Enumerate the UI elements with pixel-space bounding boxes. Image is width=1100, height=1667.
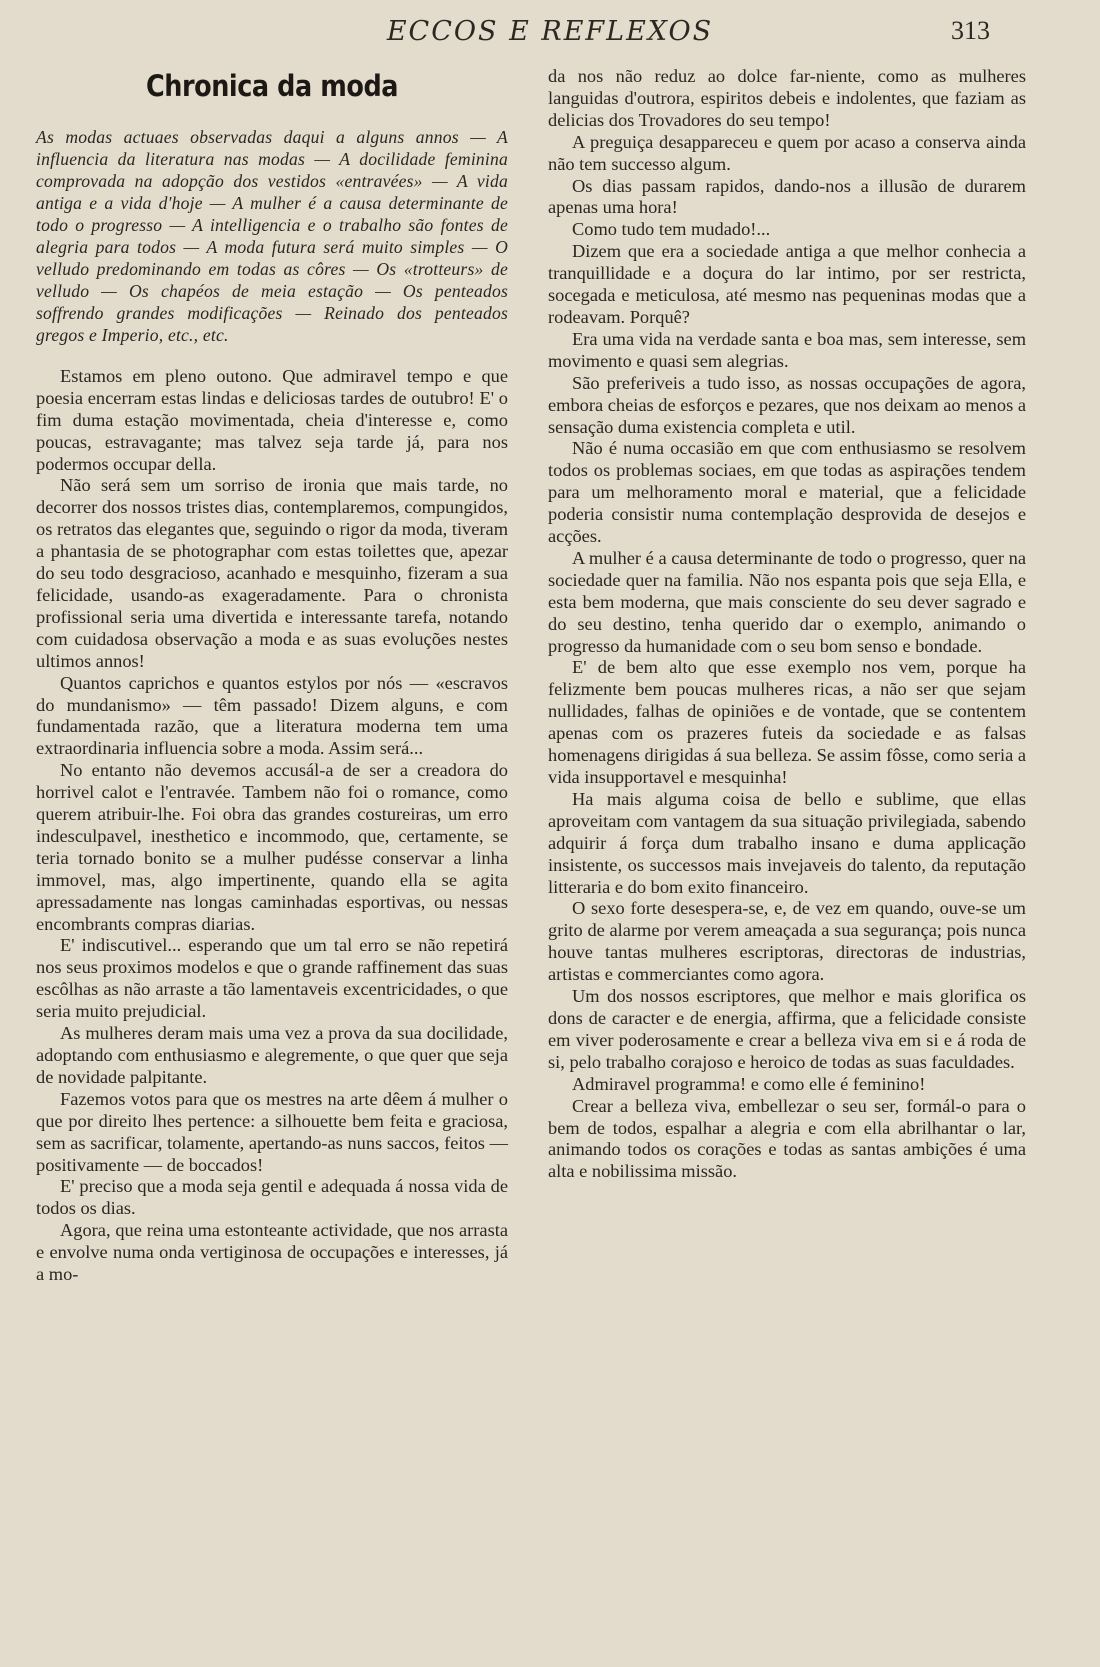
right-column — [548, 66, 1026, 1647]
paragraph: Admiravel programma! e como elle é feminino! — [572, 1073, 926, 1094]
paragraph: No entanto não devemos accusál-a de ser a creadora do horrivel calot e l'entravée. Tambem não foi o romance, como querem atribuir-lhe. Foi obra das grandes costureiras, um erro indesculpavel, inesthetico e incommodo, que, certamente, se teria tornado bonito se a mulher pudésse conservar a linha immovel, mas, algo impertinente, quando ella se agita apressadamente nas longas caminhadas esportivas, ou nessas encombrants compras diarias. — [36, 760, 508, 934]
paragraph: Um dos nossos escriptores, que melhor e mais glorifica os dons de caracter e de energia, affirma, que a felicidade consiste em viver poderosamente e crear a belleza viva em si e á roda de si, pelo trabalho corajoso e heroico de todas as suas faculdades. — [548, 986, 1026, 1072]
left-column — [36, 66, 508, 1647]
paragraph: Fazemos votos para que os mestres na arte dêem á mulher o que por direito lhes pertence: a silhouette bem feita e graciosa, sem as sacrificar, tolamente, apertando-as nuns saccos, feitos — positivamente — de boccados! — [36, 1088, 508, 1175]
article-summary: As modas actuaes observadas daqui a alguns annos — A influencia da literatura nas modas — A docilidade feminina comprovada na adopção dos vestidos «entravées» — A vida antiga e a vida d'hoje — A mulher é a causa determinante de todo o progresso — A intelligencia e o trabalho são fontes de alegria para todos — A moda futura será muito simples — O velludo predominando em todas as côres — Os «trotteurs» de velludo — Os chapéos de meia estação — Os penteados soffrendo grandes modificações — Reinado dos penteados gregos e Imperio, etc., etc. — [36, 126, 508, 345]
paragraph: Os dias passam rapidos, dando-nos a illusão de durarem apenas uma hora! — [548, 175, 1026, 218]
paragraph: As mulheres deram mais uma vez a prova da sua docilidade, adoptando com enthusiasmo e alegremente, o que quer que seja de novidade palpitante. — [36, 1023, 508, 1087]
paragraph: Não será sem um sorriso de ironia que mais tarde, no decorrer dos nossos tristes dias, contemplaremos, compungidos, os retratos das elegantes que, seguindo o rigor da moda, tiveram a phantasia de se photographar com estas toilettes que, apezar do seu todo desgracioso, acanhado e mesquinho, fizeram a sua felicidade, usando-as exageradamente. Para o chronista profissional seria uma divertida e interessante tarefa, notando com cuidadosa observação a moda e as suas evoluções nestes ultimos annos! — [36, 475, 508, 671]
paragraph: Agora, que reina uma estonteante actividade, que nos arrasta e envolve numa onda vertiginosa de occupações e interesses, já a mo- — [36, 1220, 508, 1285]
paragraph: A mulher é a causa determinante de todo o progresso, quer na sociedade quer na familia. Não nos espanta pois que seja Ella, e esta bem moderna, que mais consciente do seu dever sagrado e do seu destino, tenha querido dar o exemplo, animando o progresso da humanidade com o seu bom senso e bondade. — [548, 547, 1026, 656]
paragraph: Não é numa occasião em que com enthusiasmo se resolvem todos os problemas sociaes, em que todas as aspirações tendem para um melhoramento moral e material, que a felicidade poderia consistir numa contemplação desprovida de desejos e acções. — [548, 438, 1026, 547]
paragraph: Quantos caprichos e quantos estylos por nós — «escravos do mundanismo» — têm passado! Dizem alguns, e com fundamentada razão, que a literatura moderna tem uma extraordinaria influencia sobre a moda. Assim será... — [36, 672, 508, 759]
paragraph: E' de bem alto que esse exemplo nos vem, porque ha felizmente bem poucas mulheres ricas, a não ser que sejam nullidades, falhas de opiniões e de vontade, que se contentem apenas com os prazeres futeis da sociedade e as falsas homenagens dirigidas á sua belleza. Se assim fôsse, como seria a vida insupportavel e mesquinha! — [548, 657, 1027, 787]
paragraph: O sexo forte desespera-se, e, de vez em quando, ouve-se um grito de alarme por verem ameaçada a sua segurança; pois nunca houve tantas mulheres escriptoras, directoras de industrias, artistas e commerciantes como agora. — [548, 898, 1026, 985]
article-title: Chronica da moda — [145, 69, 399, 103]
paragraph-continuation: da nos não reduz ao dolce far-niente, como as mulheres languidas d'outrora, espiritos debeis e indolentes, que faziam as delicias dos Trovadores do seu tempo! — [548, 66, 1026, 130]
paragraph: A preguiça desappareceu e quem por acaso a conserva ainda não tem successo algum. — [548, 131, 1026, 174]
paragraph: São preferiveis a tudo isso, as nossas occupações de agora, embora cheias de esforços e pezares, que nos deixam ao menos a sensação duma existencia completa e util. — [548, 372, 1026, 437]
paragraph: Ha mais alguma coisa de bello e sublime, que ellas aproveitam com vantagem da sua situação privilegiada, sabendo adquirir á força dum trabalho insano e duma applicação insistente, os successos mais invejaveis do talento, da reputação litteraria e do bom exito financeiro. — [548, 788, 1026, 897]
paragraph: Estamos em pleno outono. Que admiravel tempo e que poesia encerram estas lindas e deliciosas tardes de outubro! E' o fim duma estação movimentada, cheia d'interesse e, como poucas, estravagante; mas talvez seja tarde já, para nos podermos occupar della. — [36, 365, 508, 474]
running-title: ECCOS E REFLEXOS — [386, 16, 714, 47]
paragraph: E' indiscutivel... esperando que um tal erro se não repetirá nos seus proximos modelos e que o grande raffinement das suas escôlhas as não arraste a tão lamentaveis excentricidades, o que seria muito prejudicial. — [36, 935, 508, 1022]
paragraph: Como tudo tem mudado!... — [572, 219, 771, 240]
paragraph: Era uma vida na verdade santa e boa mas, sem interesse, sem movimento e quasi sem alegrias. — [548, 328, 1026, 371]
page-number: 313 — [951, 16, 990, 45]
paragraph: E' preciso que a moda seja gentil e adequada á nossa vida de todos os dias. — [36, 1176, 508, 1219]
running-head — [0, 14, 1100, 54]
paragraph: Crear a belleza viva, embellezar o seu ser, formál-o para o bem de todos, espalhar a alegria e com ella abrilhantar o lar, animando todos os corações e todas as santas ambições é uma alta e nobilissima missão. — [548, 1095, 1026, 1182]
paragraph: Dizem que era a sociedade antiga a que melhor conhecia a tranquillidade e a doçura do lar intimo, por ser restricta, socegada e meticulosa, até mesmo nas pequeninas modas que a rodeavam. Porquê? — [548, 241, 1026, 327]
